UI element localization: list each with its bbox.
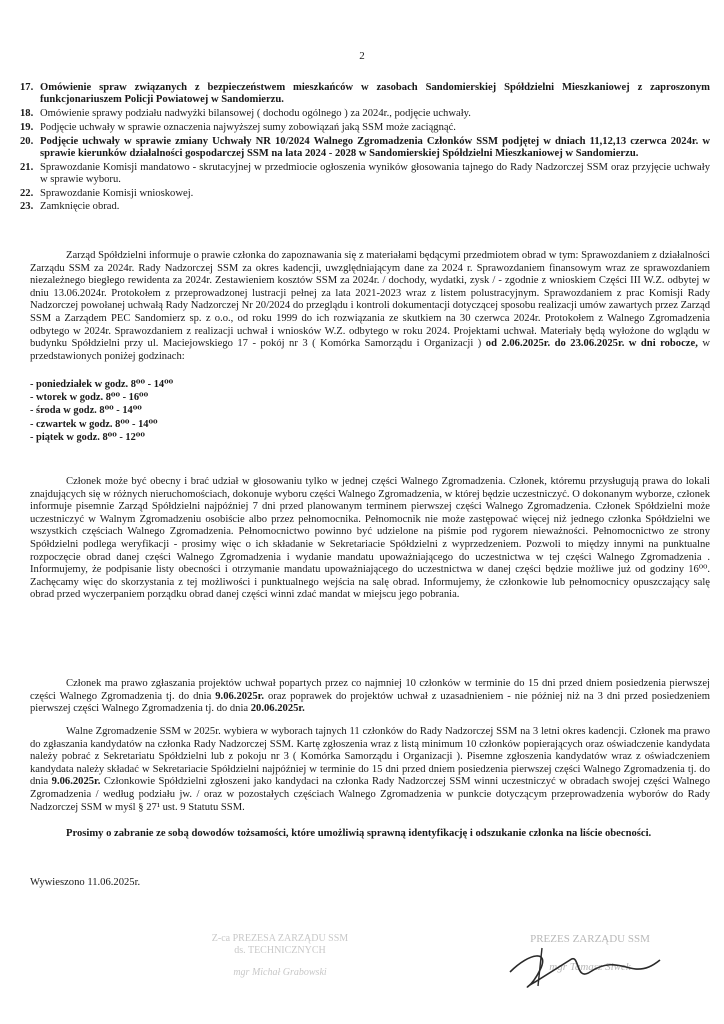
materials-dates: od 2.06.2025r. do 23.06.2025r. w dni robocze, — [485, 338, 698, 350]
agenda-text: Omówienie sprawy podziału nadwyżki bilansowej ( dochodu ogólnego ) za 2024r., podjęcie uchwały. — [40, 108, 471, 119]
hours-friday: - piątek w godz. 8⁰⁰ - 12⁰⁰ — [30, 431, 145, 443]
resolutions-date-1: 9.06.2025r. — [215, 690, 265, 702]
hours-tuesday: - wtorek w godz. 8⁰⁰ - 16⁰⁰ — [30, 392, 149, 404]
stamp-title: Z-ca PREZESA ZARZĄDU SSM — [211, 933, 349, 944]
agenda-item-20 — [20, 136, 710, 160]
agenda-item-17 — [20, 82, 710, 106]
stamp-name: mgr Tamasz Siwek — [549, 961, 631, 973]
vice-president-stamp — [170, 933, 390, 979]
agenda-number: 20. — [20, 135, 34, 147]
page-number: 2 — [359, 50, 365, 62]
agenda-text: Podjęcie uchwały w sprawie zmiany Uchwały NR 10/2024 Walnego Zgromadzenia Członków SSM podjętej w dniach 11,12,13 czerwca 2024r. w sprawie kierunków działalności gospodarczej SSM na lata 2024 - 2028 w Sandomierskiej Spółdzielni Mieszkaniowej w Sandomierzu. — [40, 135, 710, 159]
agenda-item-22 — [20, 188, 710, 200]
agenda-text: Zamknięcie obrad. — [40, 201, 120, 213]
president-signature — [480, 942, 680, 992]
elections-paragraph — [30, 726, 710, 814]
agenda-item-19 — [20, 122, 710, 134]
elections-text-b: Członkowie Spółdzielni zgłoszeni jako kandydaci na członka Rady Nadzorczej SSM winni uczestniczyć w obradach swojej części Walnego Zgromadzenia / według podziału jw. / oraz w pozostałych częściach Walnego Zgromadzenia w punkcie dotyczącym przeprowadzenia wyborów do Rady Nadzorczej SSM w myśl § 27¹ ust. 9 Statutu SSM. — [30, 776, 710, 813]
participation-paragraph: Członek może być obecny i brać udział w głosowaniu tylko w jednej części Walnego Zgromadzenia. Członek, któremu przysługują prawa do lokali znajdujących się w różnych nieruchomościach, dokonuje wyboru części Walnego Zgromadzenia, w której będzie uczestniczyć. O dokonanym wyborze, członek informuje pisemnie Zarząd Spółdzielni najpóźniej 7 dni przed planowanym terminem pierwszej części Walnego Zgromadzenia. Członek Spółdzielni może uczestniczyć w Walnym Zgromadzeniu osobiście albo przez pełnomocnika. Pełnomocnik nie może zastępować więcej niż jednego członka Spółdzielni we wszystkich częściach Walnego Zgromadzenia. Pełnomocnictwo powinno być udzielone na piśmie pod rygorem nieważności. Pełnomocnictwo ze strony Spółdzielni podlega weryfikacji - prosimy więc o ich składanie w Sekretariacie Spółdzielni z wyprzedzeniem. Pozwoli to między innymi na punktualne rozpoczęcie obrad danej części Walnego Zgromadzenia i wydanie mandatu upoważniającego do uczestnictwa w tej części Walnego Zgromadzenia . Informujemy, że podpisanie listy obecności i otrzymanie mandatu upoważniającego do uczestnictwa w danej części będzie możliwe już od godziny 16⁰⁰. Zachęcamy więc do skorzystania z tej możliwości i punktualnego wejścia na salę obrad. Informujemy, że członkowie lub pełnomocnicy opuszczający salę obrad przed wyczerpaniem porządku obrad danej części winni zdać mandat w miejscu jego pobrania. — [30, 476, 710, 601]
posted-date: Wywieszono 11.06.2025r. — [30, 877, 141, 888]
agenda-number: 17. — [20, 82, 34, 93]
stamp-subtitle: ds. TECHNICZNYCH — [234, 945, 326, 956]
materials-text: Zarząd Spółdzielni informuje o prawie członka do zapoznawania się z materiałami będącymi przedmiotem obrad w tym: Sprawozdaniem z działalności Zarządu SSM za 2024r. Rady Nadzorczej SSM za okres kadencji, uwzględniającym dane za 2024 r. Sprawozdaniem finansowym wraz ze sprawozdaniem niezależnego biegłego rewidenta za 2024r. Zestawieniem kosztów SSM za 2024r. / dochody, wydatki, zysk / - zgodnie z wnioskiem Części III W.Z. odbytej w dniu 13.06.2024r. Protokołem z przeprowadzonej lustracji pełnej za lata 2021-2023 wraz z listem polustracyjnym. Sprawozdaniem z prac Komisji Rady Nadzorczej powołanej uchwałą Rady Nadzorczej Nr 20/2024 do przeglądu i kontroli dokumentacji dotyczącej sposobu realizacji umów zawartych przez Zarząd SSM a Zarządem PEC Sandomierz sp. z o.o., od roku 1999 do ich rozwiązania ze skutkiem na 30 czerwca 2024r. Protokołem z Walnego Zgromadzenia odbytego w 2024r. Sprawozdaniem z realizacji uchwał i wniosków W.Z. odbytego w roku 2024. Projektami uchwał. Materiały będą wyłożone do wglądu w budynku Spółdzielni przy ul. Maciejowskiego 17 - pokój nr 3 ( Komórka Samorządu i Organizacji ) — [30, 250, 710, 350]
elections-text-a: Walne Zgromadzenie SSM w 2025r. wybiera w wyborach tajnych 11 członków do Rady Nadzorczej SSM na 3 letni okres kadencji. Członek ma prawo do zgłaszania kandydatów na członka Rady Nadzorczej SSM. Kartę zgłoszenia wraz z listą minimum 10 członków popierających oraz oświadczenie kandydata należy pobrać z Sekretariatu Spółdzielni lub z pokoju nr 3 ( Komórka Samorządu i Organizacji ). Pisemne zgłoszenia kandydatów wraz z oświadczeniem kandydata należy składać w Sekretariacie Spółdzielni najpóźniej w terminie do 15 dni przed dniem posiedzenia pierwszej części Walnego Zgromadzenia tj. do dnia — [30, 726, 710, 788]
stamp-name: mgr Michał Grabowski — [233, 967, 327, 978]
agenda-number: 19. — [20, 121, 34, 133]
office-hours-list — [30, 378, 173, 444]
elections-date: 9.06.2025r. — [51, 776, 101, 788]
stamp-title: PREZES ZARZĄDU SSM — [530, 933, 650, 945]
agenda-item-23 — [20, 201, 710, 213]
agenda-text: Sprawozdanie Komisji mandatowo - skrutacyjnej w przedmiocie ogłoszenia wyników głosowania tajnego do Rady Nadzorczej SSM oraz przyjęcie uchwały w sprawie wyboru. — [40, 161, 710, 185]
resolutions-date-2: 20.06.2025r. — [250, 703, 305, 715]
resolutions-paragraph — [30, 678, 710, 716]
agenda-text: Sprawozdanie Komisji wnioskowej. — [40, 187, 194, 199]
agenda-number: 23. — [20, 201, 34, 213]
hours-thursday: - czwartek w godz. 8⁰⁰ - 14⁰⁰ — [30, 418, 158, 430]
agenda-item-18 — [20, 108, 710, 120]
resolutions-text-b: oraz poprawek do projektów uchwał z uzasadnieniem - nie później niż na 3 dni przed posiedzeniem pierwszej części Walnego Zgromadzenia tj. do dnia — [30, 690, 710, 715]
hours-monday: - poniedziałek w godz. 8⁰⁰ - 14⁰⁰ — [30, 379, 174, 390]
materials-tail: w przedstawionych poniżej godzinach: — [30, 338, 710, 362]
resolutions-text-a: Członek ma prawo zgłaszania projektów uchwał popartych przez co najmniej 10 członków w terminie do 15 dni przed dniem posiedzenia pierwszej części Walnego Zgromadzenia tj. do dnia — [30, 678, 710, 702]
agenda-list — [20, 82, 710, 215]
agenda-text: Podjęcie uchwały w sprawie oznaczenia najwyższej sumy zobowiązań jaką SSM może zaciągnąć. — [40, 121, 456, 133]
agenda-text: Omówienie spraw związanych z bezpieczeństwem mieszkańców w zasobach Sandomierskiej Spółdzielni Mieszkaniowej z zaproszonym funkcjonariuszem Policji Powiatowej w Sandomierzu. — [40, 82, 710, 106]
agenda-number: 18. — [20, 108, 34, 119]
id-request-paragraph: Prosimy o zabranie ze sobą dowodów tożsamości, które umożliwią sprawną identyfikację i odszukanie członka na liście obecności. — [66, 828, 652, 839]
hours-wednesday: - środa w godz. 8⁰⁰ - 14⁰⁰ — [30, 405, 142, 417]
agenda-number: 22. — [20, 187, 34, 199]
agenda-item-21 — [20, 162, 710, 186]
agenda-number: 21. — [20, 161, 34, 173]
materials-paragraph — [30, 250, 710, 363]
